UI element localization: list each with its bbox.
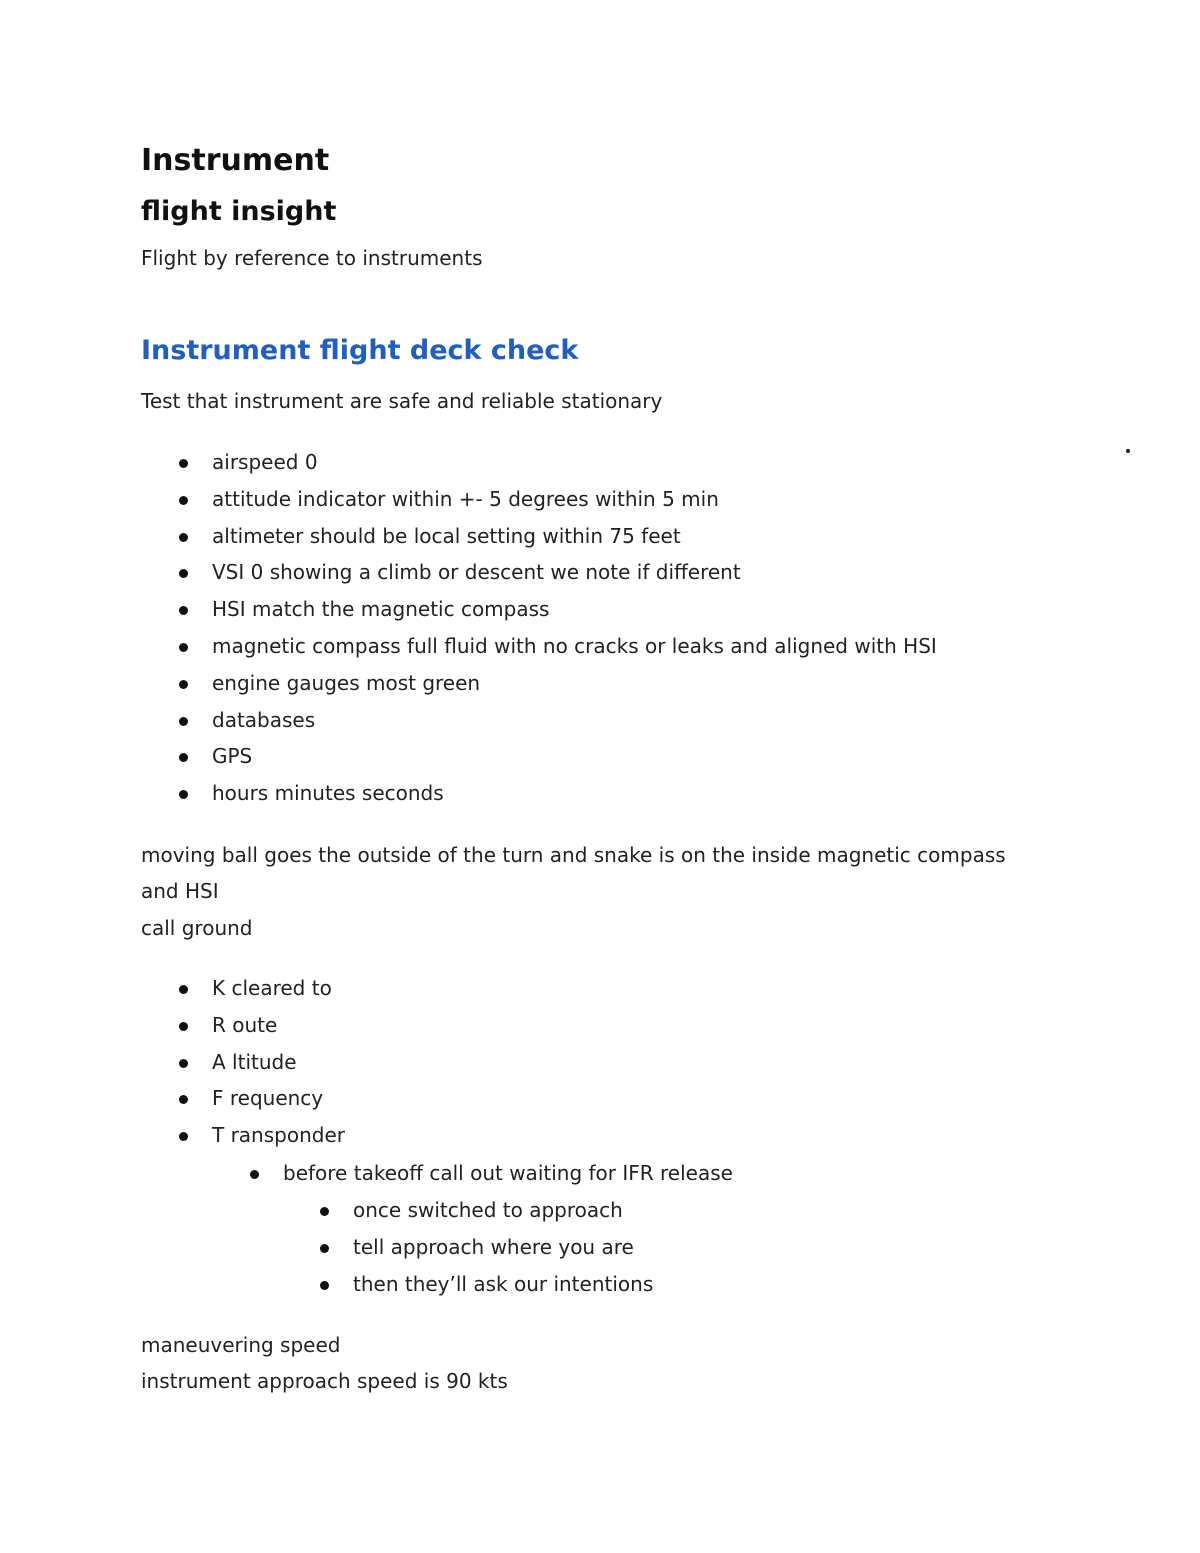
list-item-text: hours minutes seconds <box>212 781 444 806</box>
bullet-icon <box>320 1207 329 1216</box>
stray-dot <box>1126 449 1130 453</box>
section-heading: Instrument flight deck check <box>141 335 579 366</box>
list-item <box>212 628 937 665</box>
list-item-text: K cleared to <box>212 976 332 1000</box>
list-item <box>212 1044 345 1081</box>
bullet-icon <box>179 717 188 726</box>
bullet-icon <box>179 496 188 505</box>
bullet-icon <box>179 985 188 994</box>
list-item <box>353 1266 653 1303</box>
list-item-text: HSI match the magnetic compass <box>212 597 550 622</box>
document-title-line2: flight insight <box>141 196 337 227</box>
bullet-icon <box>179 680 188 689</box>
list-item-text: engine gauges most green <box>212 670 481 695</box>
list-item-text: VSI 0 showing a climb or descent we note if different <box>212 560 741 585</box>
paragraph-line2: and HSI <box>141 879 219 903</box>
list-item-text: GPS <box>212 744 253 769</box>
list-item-text: tell approach where you are <box>353 1234 634 1259</box>
list-item-text: A ltitude <box>212 1049 297 1074</box>
bullet-icon <box>179 1095 188 1104</box>
check-list <box>212 444 937 812</box>
list-item <box>212 1080 345 1117</box>
bullet-icon <box>179 606 188 615</box>
bullet-icon <box>179 1132 188 1141</box>
nested-sub-list <box>353 1192 653 1302</box>
bullet-icon <box>179 533 188 542</box>
list-item <box>212 444 937 481</box>
paragraph-line3: call ground <box>141 916 253 940</box>
footer-line1: maneuvering speed <box>141 1333 341 1357</box>
list-item-text: F requency <box>212 1086 324 1111</box>
list-item <box>353 1192 653 1229</box>
list-item-text: R oute <box>212 1012 278 1037</box>
bullet-icon <box>320 1281 329 1290</box>
bullet-icon <box>179 569 188 578</box>
list-item <box>353 1229 653 1266</box>
list-item <box>212 738 937 775</box>
list-item <box>212 665 937 702</box>
list-item <box>212 481 937 518</box>
list-item-text: airspeed 0 <box>212 450 318 474</box>
document-subtitle: Flight by reference to instruments <box>141 246 483 270</box>
list-item-text: once switched to approach <box>353 1198 623 1222</box>
list-item <box>212 554 937 591</box>
bullet-icon <box>179 643 188 652</box>
list-item <box>212 702 937 739</box>
footer-line2: instrument approach speed is 90 kts <box>141 1369 508 1393</box>
list-item <box>212 591 937 628</box>
list-item <box>283 1155 733 1192</box>
list-item <box>212 775 937 812</box>
bullet-icon <box>179 1022 188 1031</box>
list-item-text: then they’ll ask our intentions <box>353 1271 654 1296</box>
list-item-text: T ransponder <box>212 1123 345 1148</box>
nested-list <box>283 1155 733 1192</box>
list-item-text: databases <box>212 707 316 732</box>
list-item <box>212 970 345 1007</box>
paragraph-line1: moving ball goes the outside of the turn and snake is on the inside magnetic compass <box>141 843 1006 867</box>
section-intro: Test that instrument are safe and reliable stationary <box>141 389 663 413</box>
list-item <box>212 1117 345 1154</box>
list-item-text: magnetic compass full fluid with no cracks or leaks and aligned with HSI <box>212 633 937 658</box>
kraft-list <box>212 970 345 1154</box>
bullet-icon <box>179 790 188 799</box>
list-item <box>212 518 937 555</box>
bullet-icon <box>320 1244 329 1253</box>
document-title-line1: Instrument <box>141 143 330 178</box>
list-item-text: before takeoff call out waiting for IFR release <box>283 1161 733 1185</box>
list-item-text: attitude indicator within +- 5 degrees within 5 min <box>212 486 719 511</box>
bullet-icon <box>179 459 188 468</box>
list-item <box>212 1007 345 1044</box>
bullet-icon <box>179 1059 188 1068</box>
bullet-icon <box>250 1170 259 1179</box>
bullet-icon <box>179 753 188 762</box>
list-item-text: altimeter should be local setting within 75 feet <box>212 523 681 548</box>
